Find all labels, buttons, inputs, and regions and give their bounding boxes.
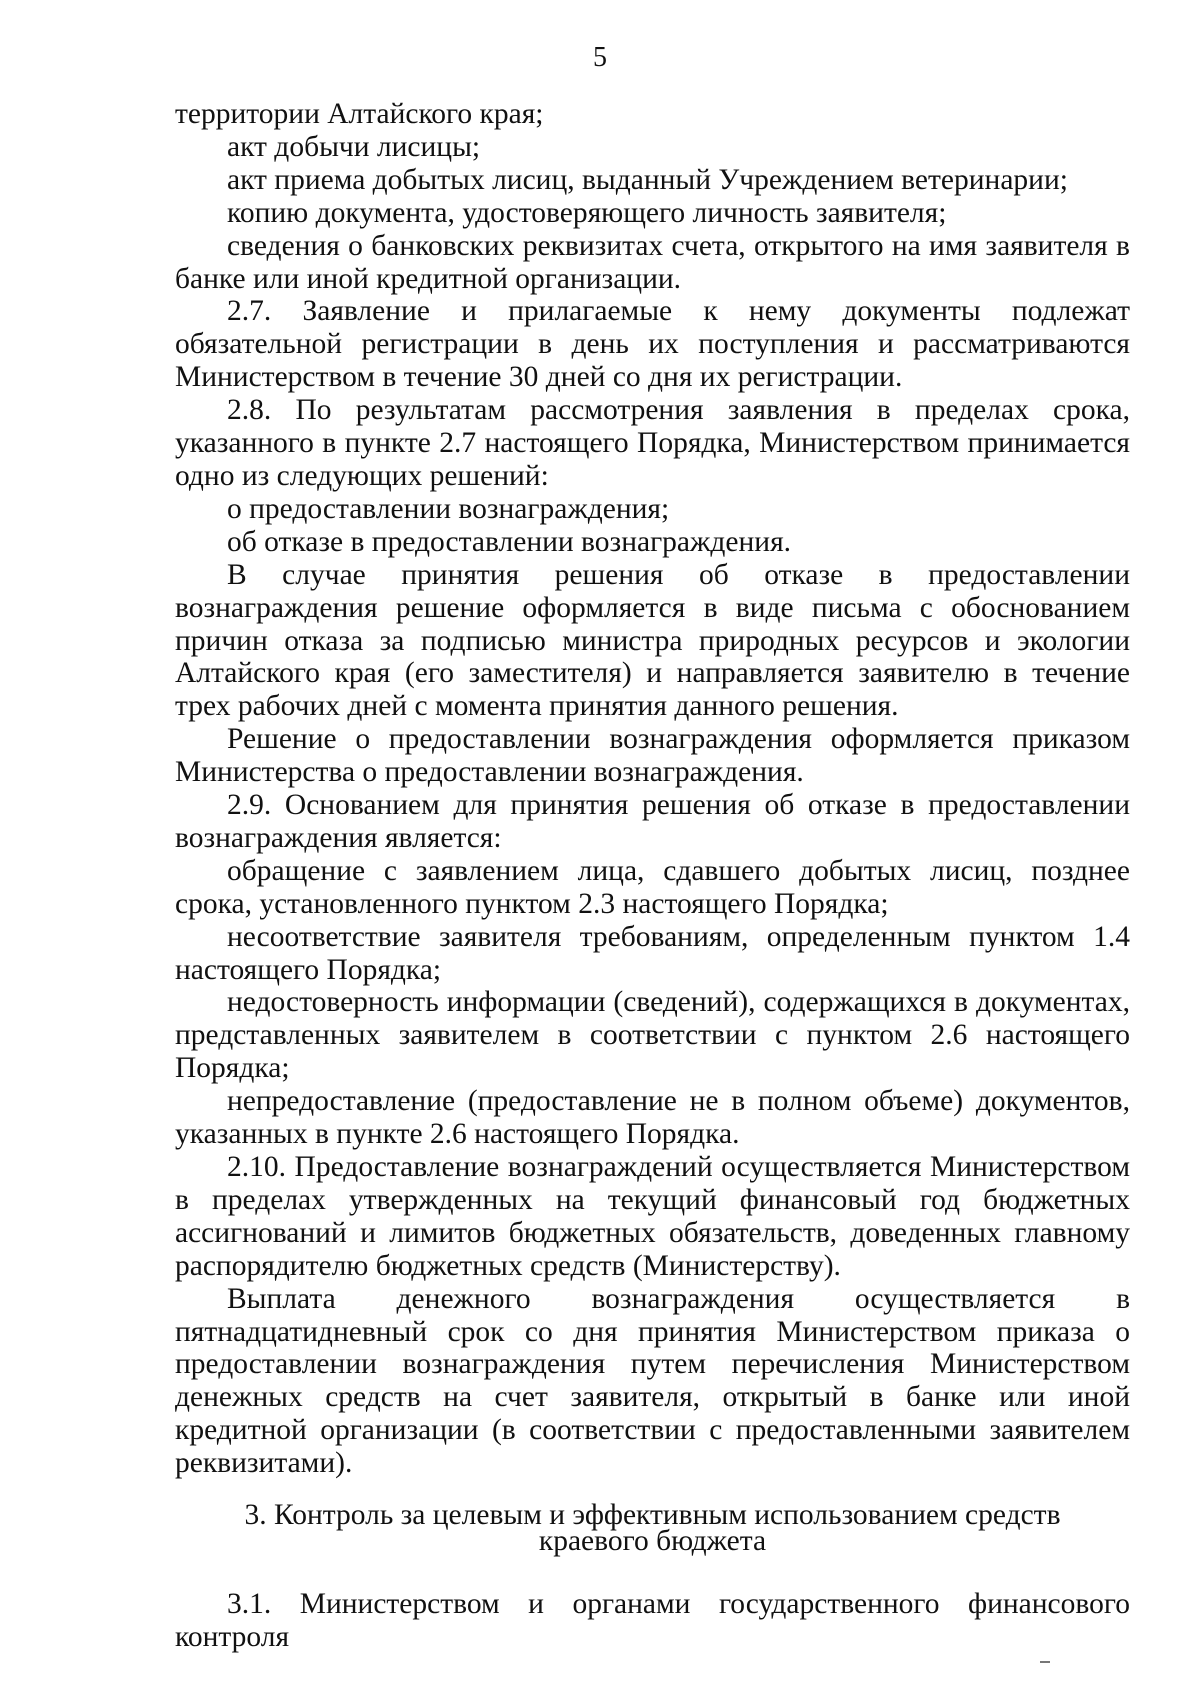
paragraph-list-item: о предоставлении вознаграждения;: [227, 492, 670, 525]
paragraph-list-item: об отказе в предоставлении вознаграждения.: [227, 525, 792, 558]
document-body: [175, 98, 1130, 1654]
paragraph-list-item: обращение с заявлением лица, сдавшего добытых лисиц, позднее срока, установленного пунктом 2.3 настоящего Порядка;: [175, 854, 1130, 920]
paragraph-2-10: 2.10. Предоставление вознаграждений осуществляется Министерством в пределах утвержденных на текущий финансовый год бюджетных ассигнований и лимитов бюджетных обязательств, доведенных главному распорядителю бюджетных средств (Министерству).: [175, 1151, 1130, 1282]
paragraph-list-item: акт добычи лисицы;: [227, 130, 481, 163]
paragraph-payment: Выплата денежного вознаграждения осуществляется в пятнадцатидневный срок со дня принятия Министерством приказа о предоставлении вознаграждения путем перечисления Министерством денежных средств на счет заявителя, открытый в банке или иной кредитной организации (в соответствии с предоставленными заявителем реквизитами).: [175, 1282, 1130, 1480]
paragraph-list-item: акт приема добытых лисиц, выданный Учреждением ветеринарии;: [227, 163, 1068, 196]
paragraph-2-8: 2.8. По результатам рассмотрения заявления в пределах срока, указанного в пункте 2.7 настоящего Порядка, Министерством принимается одно из следующих решений:: [175, 394, 1130, 492]
section-3-heading-line-2: краевого бюджета: [538, 1525, 767, 1558]
paragraph-2-9: 2.9. Основанием для принятия решения об отказе в предоставлении вознаграждения является:: [175, 789, 1130, 854]
scan-artifact: [1040, 1661, 1050, 1663]
paragraph-list-item: непредоставление (предоставление не в полном объеме) документов, указанных в пункте 2.6 настоящего Порядка.: [175, 1085, 1130, 1151]
paragraph-list-item: копию документа, удостоверяющего личность заявителя;: [227, 196, 947, 229]
section-3-heading-line-1: 3. Контроль за целевым и эффективным использованием средств: [244, 1499, 1061, 1532]
paragraph-continuation: территории Алтайского края;: [175, 98, 544, 130]
paragraph-list-item: недостоверность информации (сведений), содержащихся в документах, представленных заявителем в соответствии с пунктом 2.6 настоящего Порядка;: [175, 986, 1130, 1085]
paragraph-3-1: 3.1. Министерством и органами государственного финансового контроля: [175, 1588, 1130, 1653]
paragraph-refusal-case: В случае принятия решения об отказе в предоставлении вознаграждения решение оформляется в виде письма с обоснованием причин отказа за подписью министра природных ресурсов и экологии Алтайского края (его заместителя) и направляется заявителю в течение трех рабочих дней с момента принятия данного решения.: [175, 558, 1130, 723]
page-number: 5: [593, 42, 607, 73]
section-3-heading: [175, 1499, 1130, 1558]
paragraph-list-item: несоответствие заявителя требованиям, определенным пунктом 1.4 настоящего Порядка;: [175, 920, 1130, 986]
paragraph-2-7: 2.7. Заявление и прилагаемые к нему документы подлежат обязательной регистрации в день их поступления и рассматриваются Министерством в течение 30 дней со дня их регистрации.: [175, 295, 1130, 394]
paragraph-award-decision: Решение о предоставлении вознаграждения оформляется приказом Министерства о предоставлении вознаграждения.: [175, 723, 1130, 789]
paragraph-list-item: сведения о банковских реквизитах счета, открытого на имя заявителя в банке или иной кредитной организации.: [175, 229, 1130, 295]
